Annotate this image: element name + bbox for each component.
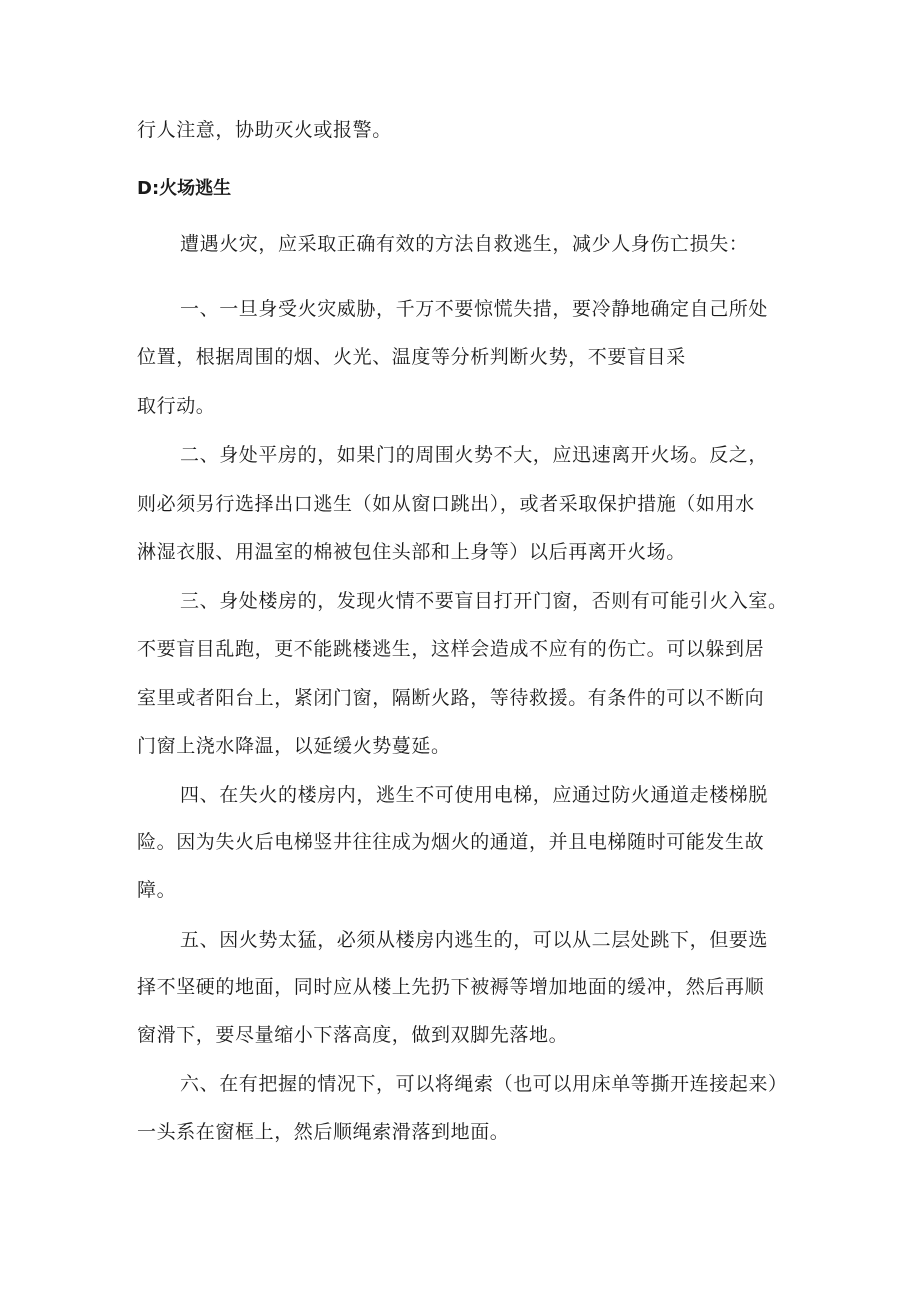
- section-heading: D:火场逃生: [137, 178, 232, 199]
- paragraph-2-line-2: 则必须另行选择出口逃生（如从窗口跳出），或者采取保护措施（如用水: [137, 493, 755, 515]
- paragraph-1-line-2: 位置，根据周围的烟、火光、温度等分析判断火势，不要盲目采: [137, 346, 686, 368]
- paragraph-5-line-2: 择不坚硬的地面，同时应从楼上先扔下被褥等增加地面的缓冲，然后再顺: [137, 976, 765, 998]
- paragraph-3-line-4: 门窗上浇水降温，以延缓火势蔓延。: [137, 735, 451, 757]
- paragraph-1-line-3: 取行动。: [137, 395, 216, 417]
- paragraph-4-line-1: 四、在失火的楼房内，逃生不可使用电梯，应通过防火通道走楼梯脱: [180, 784, 769, 806]
- paragraph-6-line-1: 六、在有把握的情况下，可以将绳索（也可以用床单等撕开连接起来）: [180, 1073, 788, 1095]
- paragraph-2-line-3: 淋湿衣服、用温室的棉被包住头部和上身等）以后再离开火场。: [137, 541, 686, 563]
- paragraph-4-line-2: 险。因为失火后电梯竖井往往成为烟火的通道，并且电梯随时可能发生故: [137, 831, 765, 853]
- paragraph-3-line-1: 三、身处楼房的，发现火情不要盲目打开门窗，否则有可能引火入室。: [180, 590, 788, 612]
- paragraph-5-line-3: 窗滑下，要尽量缩小下落高度，做到双脚先落地。: [137, 1024, 569, 1046]
- intro-tail-line: 行人注意，协助灭火或报警。: [137, 119, 392, 141]
- paragraph-4-line-3: 障。: [137, 879, 177, 901]
- paragraph-3-line-3: 室里或者阳台上，紧闭门窗，隔断火路，等待救援。有条件的可以不断向: [137, 687, 765, 709]
- paragraph-1-line-1: 一、一旦身受火灾威胁，千万不要惊慌失措，要冷静地确定自己所处: [180, 298, 769, 320]
- paragraph-5-line-1: 五、因火势太猛，必须从楼房内逃生的，可以从二层处跳下，但要选: [180, 929, 769, 951]
- lead-paragraph: 遭遇火灾，应采取正确有效的方法自救逃生，减少人身伤亡损失：: [180, 233, 749, 255]
- paragraph-3-line-2: 不要盲目乱跑，更不能跳楼逃生，这样会造成不应有的伤亡。可以躲到居: [137, 638, 765, 660]
- paragraph-6-line-2: 一头系在窗框上，然后顺绳索滑落到地面。: [137, 1121, 510, 1143]
- paragraph-2-line-1: 二、身处平房的，如果门的周围火势不大，应迅速离开火场。反之，: [180, 444, 769, 466]
